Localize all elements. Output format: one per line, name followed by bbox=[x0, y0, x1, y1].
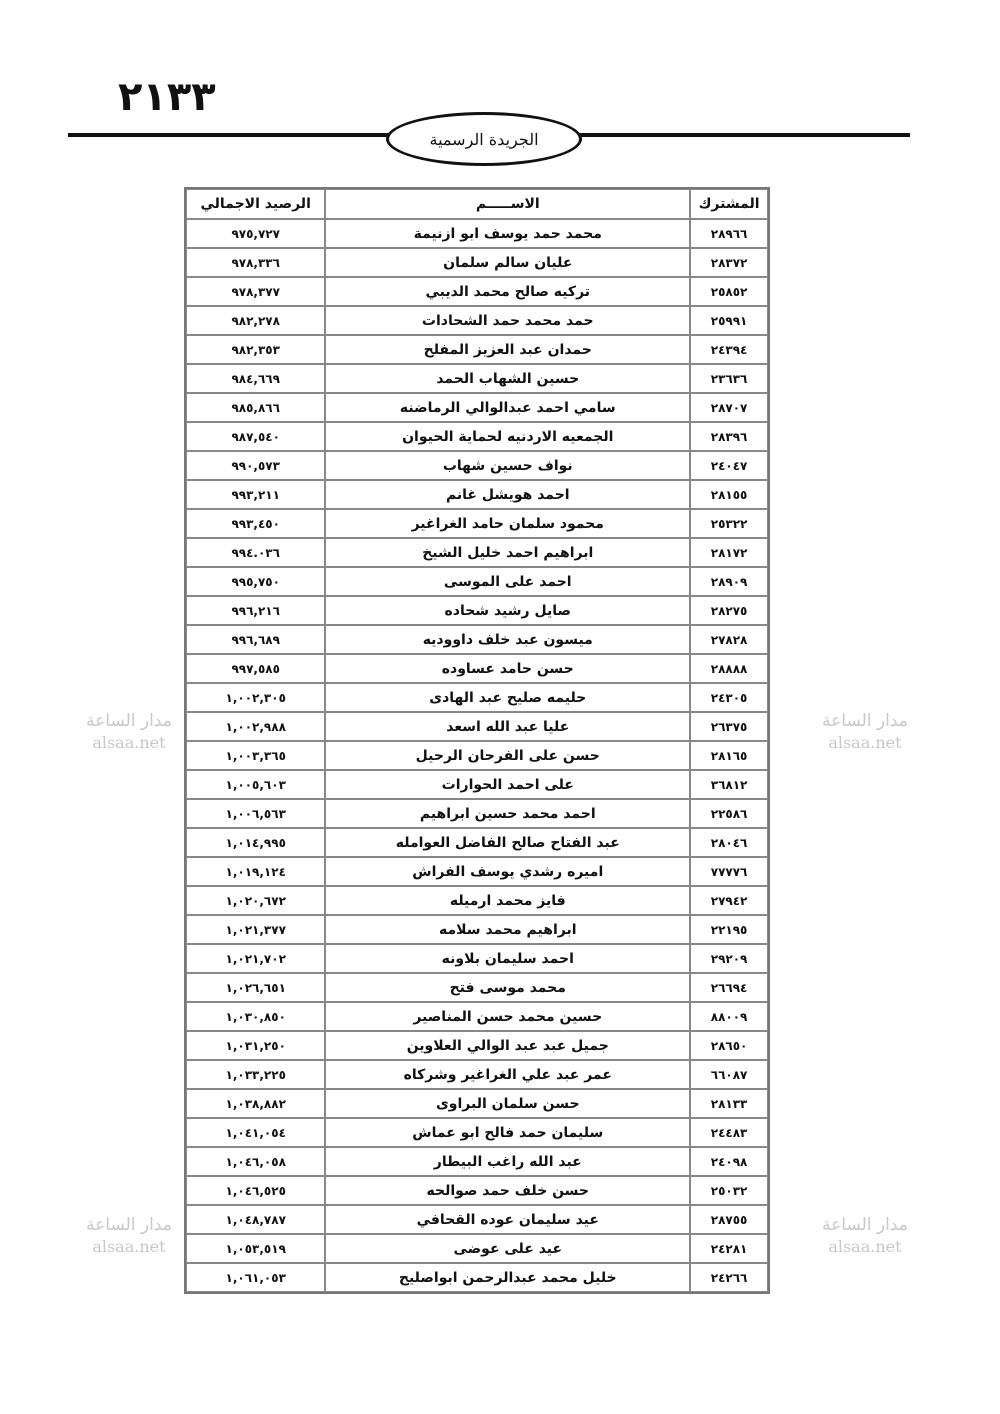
table-row bbox=[186, 1060, 768, 1089]
total-balance: ٩٩٦,٦٨٩ bbox=[186, 625, 325, 654]
watermark-latin: alsaa.net bbox=[828, 1237, 902, 1256]
watermark-arabic: مدار الساعة bbox=[822, 711, 908, 731]
subscriber-name: محمود سلمان حامد الغراغير bbox=[325, 509, 690, 538]
subscriber-name: حسين الشهاب الحمد bbox=[325, 364, 690, 393]
subscriber-name: سليمان حمد فالح ابو عماش bbox=[325, 1118, 690, 1147]
table-row bbox=[186, 335, 768, 364]
watermark-arabic: مدار الساعة bbox=[86, 1215, 172, 1235]
table-row bbox=[186, 277, 768, 306]
table-row bbox=[186, 509, 768, 538]
watermark bbox=[822, 710, 908, 754]
table-row bbox=[186, 857, 768, 886]
watermark-arabic: مدار الساعة bbox=[86, 711, 172, 731]
subscriber-name: احمد محمد حسين ابراهيم bbox=[325, 799, 690, 828]
total-balance: ٩٨٢,٢٧٨ bbox=[186, 306, 325, 335]
subscriber-name: عمر عبد علي الغراغير وشركاه bbox=[325, 1060, 690, 1089]
subscriber-name: اميره رشدي يوسف الفراش bbox=[325, 857, 690, 886]
subscriber-id: ٢٨٧٥٥ bbox=[690, 1205, 768, 1234]
table-row bbox=[186, 915, 768, 944]
subscriber-id: ٢٦٣٧٥ bbox=[690, 712, 768, 741]
table-row bbox=[186, 219, 768, 248]
subscriber-id: ٢٩٢٠٩ bbox=[690, 944, 768, 973]
table-row bbox=[186, 828, 768, 857]
subscriber-id: ٢٤٢٨١ bbox=[690, 1234, 768, 1263]
subscriber-name: عليا عبد الله اسعد bbox=[325, 712, 690, 741]
subscriber-id: ٢٣٦٣٦ bbox=[690, 364, 768, 393]
table-row bbox=[186, 1089, 768, 1118]
subscriber-id: ٢٤٤٨٣ bbox=[690, 1118, 768, 1147]
table-row bbox=[186, 1263, 768, 1292]
subscriber-id: ٢٧٨٢٨ bbox=[690, 625, 768, 654]
subscriber-name: خليل محمد عبدالرحمن ابواصليح bbox=[325, 1263, 690, 1292]
total-balance: ٩٨٧,٥٤٠ bbox=[186, 422, 325, 451]
total-balance: ٩٧٥,٧٢٧ bbox=[186, 219, 325, 248]
table-row bbox=[186, 480, 768, 509]
subscriber-id: ٢٨٠٤٦ bbox=[690, 828, 768, 857]
subscriber-name: عبد الفتاح صالح الفاضل العوامله bbox=[325, 828, 690, 857]
subscriber-name: حسين محمد حسن المناصير bbox=[325, 1002, 690, 1031]
total-balance: ١,٠٤٨,٧٨٧ bbox=[186, 1205, 325, 1234]
total-balance: ٩٩٥,٧٥٠ bbox=[186, 567, 325, 596]
subscriber-id: ٢٢٥٨٦ bbox=[690, 799, 768, 828]
subscriber-id: ٦٦٠٨٧ bbox=[690, 1060, 768, 1089]
table-row bbox=[186, 1176, 768, 1205]
total-balance: ٩٨٢,٣٥٣ bbox=[186, 335, 325, 364]
total-balance: ٩٩٠,٥٧٣ bbox=[186, 451, 325, 480]
subscriber-name: ابراهيم احمد خليل الشيخ bbox=[325, 538, 690, 567]
table-header-row bbox=[186, 189, 768, 219]
subscriber-id: ٢٤٠٩٨ bbox=[690, 1147, 768, 1176]
table-row bbox=[186, 1031, 768, 1060]
total-balance: ٩٩٣,٢١١ bbox=[186, 480, 325, 509]
total-balance: ١,٠٢١,٣٧٧ bbox=[186, 915, 325, 944]
subscriber-id: ٣٦٨١٢ bbox=[690, 770, 768, 799]
table-row bbox=[186, 1118, 768, 1147]
subscriber-id: ٢٨٢٧٥ bbox=[690, 596, 768, 625]
table-row bbox=[186, 625, 768, 654]
subscriber-id: ٨٨٠٠٩ bbox=[690, 1002, 768, 1031]
subscriber-name: محمد موسى فتح bbox=[325, 973, 690, 1002]
total-balance: ٩٩٦,٢١٦ bbox=[186, 596, 325, 625]
subscriber-name: حسن سلمان البراوى bbox=[325, 1089, 690, 1118]
subscriber-id: ٢٤٢٦٦ bbox=[690, 1263, 768, 1292]
total-balance: ١,٠٠٢,٣٠٥ bbox=[186, 683, 325, 712]
total-balance: ١,٠٢٠,٦٧٢ bbox=[186, 886, 325, 915]
subscriber-id: ٢٥٣٢٢ bbox=[690, 509, 768, 538]
watermark-latin: alsaa.net bbox=[92, 1237, 166, 1256]
subscriber-name: حمد محمد حمد الشحادات bbox=[325, 306, 690, 335]
subscriber-id: ٢٧٩٤٢ bbox=[690, 886, 768, 915]
subscriber-id: ٢٨٧٠٧ bbox=[690, 393, 768, 422]
total-balance: ٩٩٤.٠٣٦ bbox=[186, 538, 325, 567]
table-row bbox=[186, 364, 768, 393]
subscriber-name: ميسون عبد خلف داووديه bbox=[325, 625, 690, 654]
total-balance: ١,٠٣٨,٨٨٢ bbox=[186, 1089, 325, 1118]
table-row bbox=[186, 567, 768, 596]
watermark-arabic: مدار الساعة bbox=[822, 1215, 908, 1235]
total-balance: ١,٠٥٣,٥١٩ bbox=[186, 1234, 325, 1263]
total-balance: ١,٠٣٣,٢٢٥ bbox=[186, 1060, 325, 1089]
table-row bbox=[186, 451, 768, 480]
total-balance: ٩٨٤,٦٦٩ bbox=[186, 364, 325, 393]
watermark-latin: alsaa.net bbox=[828, 733, 902, 752]
subscribers-table bbox=[184, 187, 770, 1294]
publication-title: الجريدة الرسمية bbox=[386, 112, 582, 166]
total-balance: ١,٠٠٣,٣٦٥ bbox=[186, 741, 325, 770]
table-row bbox=[186, 654, 768, 683]
subscriber-name: عيد على عوضى bbox=[325, 1234, 690, 1263]
total-balance: ٩٧٨,٣٧٧ bbox=[186, 277, 325, 306]
total-balance: ١,٠٤٦,٠٥٨ bbox=[186, 1147, 325, 1176]
subscriber-name: حمدان عبد العزيز المفلح bbox=[325, 335, 690, 364]
total-balance: ١,٠١٤,٩٩٥ bbox=[186, 828, 325, 857]
subscriber-name: احمد هويشل غانم bbox=[325, 480, 690, 509]
subscriber-id: ٢٨١٣٣ bbox=[690, 1089, 768, 1118]
subscriber-name: جميل عبد عبد الوالي العلاوين bbox=[325, 1031, 690, 1060]
watermark bbox=[86, 710, 172, 754]
total-balance: ١,٠٠٥,٦٠٣ bbox=[186, 770, 325, 799]
subscriber-id: ٢٤٠٤٧ bbox=[690, 451, 768, 480]
table-row bbox=[186, 944, 768, 973]
subscriber-name: الجمعيه الاردنيه لحماية الحيوان bbox=[325, 422, 690, 451]
subscriber-id: ٢٨٨٨٨ bbox=[690, 654, 768, 683]
table-row bbox=[186, 1147, 768, 1176]
subscriber-id: ٢٨١٦٥ bbox=[690, 741, 768, 770]
table-row bbox=[186, 712, 768, 741]
table-row bbox=[186, 973, 768, 1002]
subscriber-name: عبد الله راغب البيطار bbox=[325, 1147, 690, 1176]
total-balance: ١,٠٠٢,٩٨٨ bbox=[186, 712, 325, 741]
subscriber-name: احمد سليمان بلاونه bbox=[325, 944, 690, 973]
subscriber-id: ٢٨٩٦٦ bbox=[690, 219, 768, 248]
subscriber-id: ٢٨٣٩٦ bbox=[690, 422, 768, 451]
subscriber-name: عيد سليمان عوده القحافي bbox=[325, 1205, 690, 1234]
page-number: ٢١٣٣ bbox=[118, 74, 216, 120]
table-row bbox=[186, 538, 768, 567]
table-row bbox=[186, 306, 768, 335]
table-row bbox=[186, 393, 768, 422]
subscriber-id: ٢٤٣٩٤ bbox=[690, 335, 768, 364]
total-balance: ١,٠٢١,٧٠٢ bbox=[186, 944, 325, 973]
column-header-balance: الرصيد الاجمالي bbox=[186, 189, 325, 219]
subscriber-name: صايل رشيد شحاده bbox=[325, 596, 690, 625]
column-header-name: الاســـــم bbox=[325, 189, 690, 219]
watermark-latin: alsaa.net bbox=[92, 733, 166, 752]
column-header-subscriber: المشترك bbox=[690, 189, 768, 219]
table-row bbox=[186, 422, 768, 451]
table-row bbox=[186, 770, 768, 799]
subscriber-id: ٧٧٧٧٦ bbox=[690, 857, 768, 886]
table-row bbox=[186, 799, 768, 828]
subscriber-id: ٢٥٠٣٢ bbox=[690, 1176, 768, 1205]
subscriber-name: سامي احمد عبدالوالي الرماضنه bbox=[325, 393, 690, 422]
subscriber-id: ٢٥٩٩١ bbox=[690, 306, 768, 335]
total-balance: ٩٩٣,٤٥٠ bbox=[186, 509, 325, 538]
table-row bbox=[186, 1234, 768, 1263]
subscriber-id: ٢٨١٧٢ bbox=[690, 538, 768, 567]
subscriber-id: ٢٢١٩٥ bbox=[690, 915, 768, 944]
watermark bbox=[822, 1214, 908, 1258]
total-balance: ١,٠٢٦,٦٥١ bbox=[186, 973, 325, 1002]
subscriber-id: ٢٥٨٥٢ bbox=[690, 277, 768, 306]
subscriber-id: ٢٨٦٥٠ bbox=[690, 1031, 768, 1060]
total-balance: ١,٠٣٠,٨٥٠ bbox=[186, 1002, 325, 1031]
subscriber-name: حسن على الفرحان الرحيل bbox=[325, 741, 690, 770]
subscriber-name: حسن حامد عساوده bbox=[325, 654, 690, 683]
total-balance: ١,٠٠٦,٥٦٣ bbox=[186, 799, 325, 828]
subscriber-name: نواف حسين شهاب bbox=[325, 451, 690, 480]
total-balance: ١,٠٦١,٠٥٣ bbox=[186, 1263, 325, 1292]
total-balance: ١,٠١٩,١٢٤ bbox=[186, 857, 325, 886]
total-balance: ٩٨٥,٨٦٦ bbox=[186, 393, 325, 422]
total-balance: ٩٧٨,٣٣٦ bbox=[186, 248, 325, 277]
subscriber-id: ٢٤٣٠٥ bbox=[690, 683, 768, 712]
table-row bbox=[186, 1002, 768, 1031]
subscriber-id: ٢٨١٥٥ bbox=[690, 480, 768, 509]
subscriber-name: محمد حمد يوسف ابو ازنيمة bbox=[325, 219, 690, 248]
table-row bbox=[186, 741, 768, 770]
subscriber-name: على احمد الحوارات bbox=[325, 770, 690, 799]
total-balance: ١,٠٤١,٠٥٤ bbox=[186, 1118, 325, 1147]
total-balance: ١,٠٤٦,٥٢٥ bbox=[186, 1176, 325, 1205]
subscriber-name: فايز محمد ارميله bbox=[325, 886, 690, 915]
table-row bbox=[186, 1205, 768, 1234]
table-row bbox=[186, 248, 768, 277]
total-balance: ٩٩٧,٥٨٥ bbox=[186, 654, 325, 683]
subscriber-name: احمد على الموسى bbox=[325, 567, 690, 596]
table-row bbox=[186, 683, 768, 712]
total-balance: ١,٠٣١,٢٥٠ bbox=[186, 1031, 325, 1060]
subscriber-name: ابراهيم محمد سلامه bbox=[325, 915, 690, 944]
subscriber-id: ٢٦٦٩٤ bbox=[690, 973, 768, 1002]
subscriber-name: تركيه صالح محمد الديبي bbox=[325, 277, 690, 306]
subscriber-id: ٢٨٣٧٢ bbox=[690, 248, 768, 277]
watermark bbox=[86, 1214, 172, 1258]
table-row bbox=[186, 886, 768, 915]
table-row bbox=[186, 596, 768, 625]
subscriber-name: حسن خلف حمد صوالحه bbox=[325, 1176, 690, 1205]
subscriber-name: حليمه صليح عبد الهادى bbox=[325, 683, 690, 712]
subscriber-name: عليان سالم سلمان bbox=[325, 248, 690, 277]
subscriber-id: ٢٨٩٠٩ bbox=[690, 567, 768, 596]
